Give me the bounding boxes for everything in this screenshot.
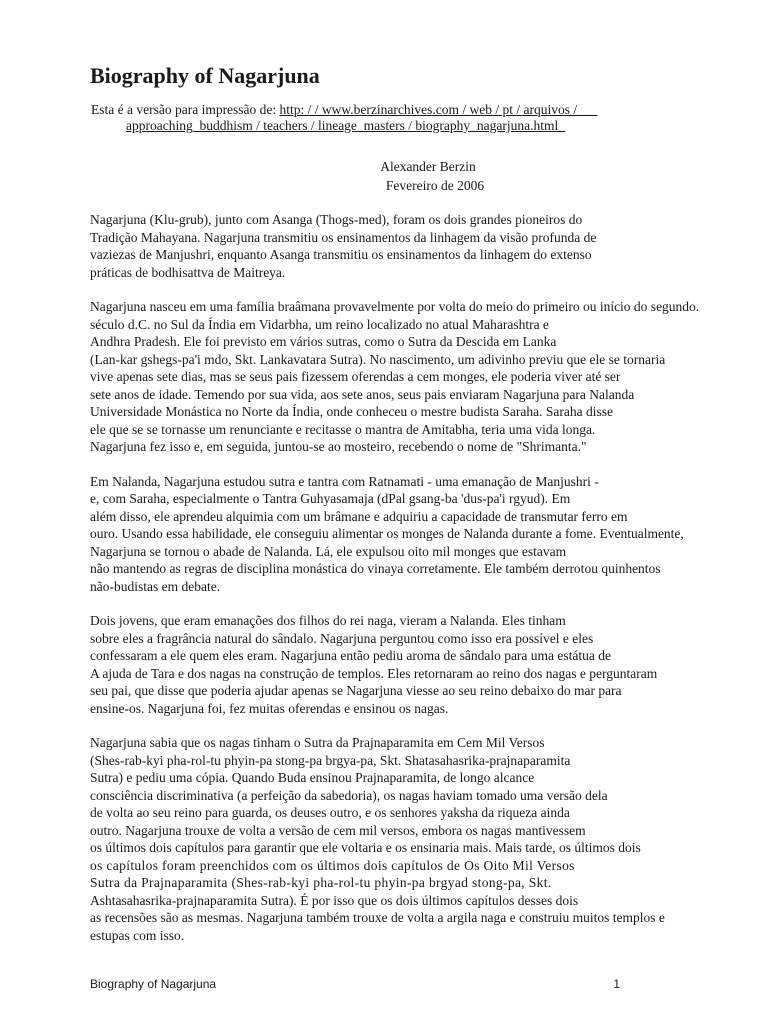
print-source-notice	[90, 102, 766, 134]
text-line: confessaram a ele quem eles eram. Nagarjuna então pediu aroma de sândalo para uma estátua de	[90, 648, 612, 663]
text-line: ele que se se tornasse um renunciante e recitasse o mantra de Amitabha, teria uma vida longa.	[90, 421, 596, 437]
text-line: Ashtasahasrika-prajnaparamita Sutra). É por isso que os dois últimos capítulos desses dois	[90, 892, 579, 908]
text-line: práticas de bodhisattva de Maitreya.	[90, 264, 286, 280]
text-line: sobre eles a fragrância natural do sândalo. Nagarjuna perguntou como isso era possível e eles	[90, 630, 594, 646]
source-line-1	[90, 102, 766, 118]
text-line: Universidade Monástica no Norte da Índia, onde conheceu o mestre budista Saraha. Saraha disse	[90, 404, 613, 419]
text-line: as recensões são as mesmas. Nagarjuna também trouxe de volta a argila naga e construiu muitos templos e	[90, 910, 665, 925]
text-line: (Lan-kar gshegs-pa'i mdo, Skt. Lankavatara Sutra). No nascimento, um adivinho previu que ele se tornaria	[90, 351, 666, 367]
page-number: 1	[613, 977, 620, 991]
byline	[90, 157, 766, 195]
text-line: consciência discriminativa (a perfeição da sabedoria), os nagas haviam tomado uma versão dela	[90, 787, 608, 803]
source-url-part-2[interactable]: approaching_buddhism / teachers / lineage_masters / biography_nagarjuna.html_	[126, 118, 566, 133]
document-body	[90, 211, 766, 944]
text-line: século d.C. no Sul da Índia em Vidarbha, um reino localizado no atual Maharashtra e	[90, 316, 549, 332]
document-title: Biography of Nagarjuna	[90, 63, 320, 88]
text-line: Sutra da Prajnaparamita (Shes-rab-kyi pha-rol-tu phyin-pa brgyad stong-pa, Skt.	[90, 875, 552, 890]
text-line: não-budistas em debate.	[90, 578, 221, 594]
text-line: vive apenas sete dias, mas se seus pais fizessem oferendas a cem monges, ele poderia viver até ser	[90, 369, 621, 384]
text-line: Andhra Pradesh. Ele foi previsto em vários sutras, como o Sutra da Descida em Lanka	[90, 334, 557, 349]
text-line: os capítulos foram preenchidos com os últimos dois capítulos de Os Oito Mil Versos	[90, 857, 575, 873]
text-line: Nagarjuna se tornou o abade de Nalanda. Lá, ele expulsou oito mil monges que estavam	[90, 543, 567, 559]
source-url-part-1[interactable]: http: / / www.berzinarchives.com / web / pt / arquivos /___	[279, 102, 598, 117]
text-line: de volta ao seu reino para guarda, os deuses outro, e os senhores yaksha da riqueza ainda	[90, 805, 570, 820]
text-line: Dois jovens, que eram emanações dos filhos do rei naga, vieram a Nalanda. Eles tinham	[90, 613, 566, 628]
body-paragraph	[90, 473, 766, 596]
body-paragraph	[90, 298, 766, 456]
text-line: e, com Saraha, especialmente o Tantra Guhyasamaja (dPal gsang-ba 'dus-pa'i rgyud). Em	[90, 491, 571, 506]
text-line: não mantendo as regras de disciplina monástica do vinaya corretamente. Ele também derrotou quinhentos	[90, 561, 661, 576]
text-line: ensine-os. Nagarjuna foi, fez muitas oferendas e ensinou os nagas.	[90, 700, 449, 716]
text-line: Sutra) e pediu uma cópia. Quando Buda ensinou Prajnaparamita, de longo alcance	[90, 770, 535, 785]
page-footer	[90, 977, 620, 991]
author-name: Alexander Berzin	[380, 159, 476, 174]
text-line: Tradição Mahayana. Nagarjuna transmitiu os ensinamentos da linhagem da visão profunda de	[90, 229, 597, 245]
footer-title: Biography of Nagarjuna	[90, 977, 217, 991]
text-line: A ajuda de Tara e dos nagas na construção de templos. Eles retornaram ao reino dos nagas e perguntaram	[90, 665, 658, 681]
body-paragraph	[90, 211, 766, 281]
text-line: vaziezas de Manjushri, enquanto Asanga transmitiu os ensinamentos da linhagem do extenso	[90, 247, 592, 262]
text-line: além disso, ele aprendeu alquimia com um brâmane e adquiriu a capacidade de transmutar ferro em	[90, 508, 628, 524]
text-line: sete anos de idade. Temendo por sua vida, aos sete anos, seus pais enviaram Nagarjuna para Nalanda	[90, 386, 635, 402]
text-line: outro. Nagarjuna trouxe de volta a versão de cem mil versos, embora os nagas mantivessem	[90, 822, 586, 838]
text-line: ouro. Usando essa habilidade, ele conseguiu alimentar os monges de Nalanda durante a fome. Eventualmente,	[90, 526, 684, 541]
text-line: Nagarjuna sabia que os nagas tinham o Sutra da Prajnaparamita em Cem Mil Versos	[90, 735, 545, 750]
text-line: Nagarjuna nasceu em uma família braâmana provavelmente por volta do meio do primeiro ou início do segundo.	[90, 299, 700, 314]
body-paragraph	[90, 612, 766, 717]
text-line: estupas com isso.	[90, 927, 185, 943]
text-line: Nagarjuna (Klu-grub), junto com Asanga (Thogs-med), foram os dois grandes pioneiros do	[90, 212, 583, 227]
text-line: os últimos dois capítulos para garantir que ele voltaria e os ensinaria mais. Mais tarde, os últimos dois	[90, 840, 641, 855]
body-paragraph	[90, 734, 766, 944]
publication-date: Fevereiro de 2006	[385, 178, 485, 193]
text-line: Nagarjuna fez isso e, em seguida, juntou-se ao mosteiro, recebendo o nome de "Shrimanta."	[90, 439, 587, 454]
text-line: (Shes-rab-kyi pha-rol-tu phyin-pa stong-pa brgya-pa, Skt. Shatasahasrika-prajnaparamita	[90, 752, 571, 768]
text-line: seu pai, que disse que poderia ajudar apenas se Nagarjuna viesse ao seu reino debaixo do mar para	[90, 683, 622, 698]
text-line: Em Nalanda, Nagarjuna estudou sutra e tantra com Ratnamati - uma emanação de Manjushri -	[90, 473, 599, 489]
source-prefix: Esta é a versão para impressão de:	[91, 102, 280, 117]
document-page	[90, 62, 766, 961]
